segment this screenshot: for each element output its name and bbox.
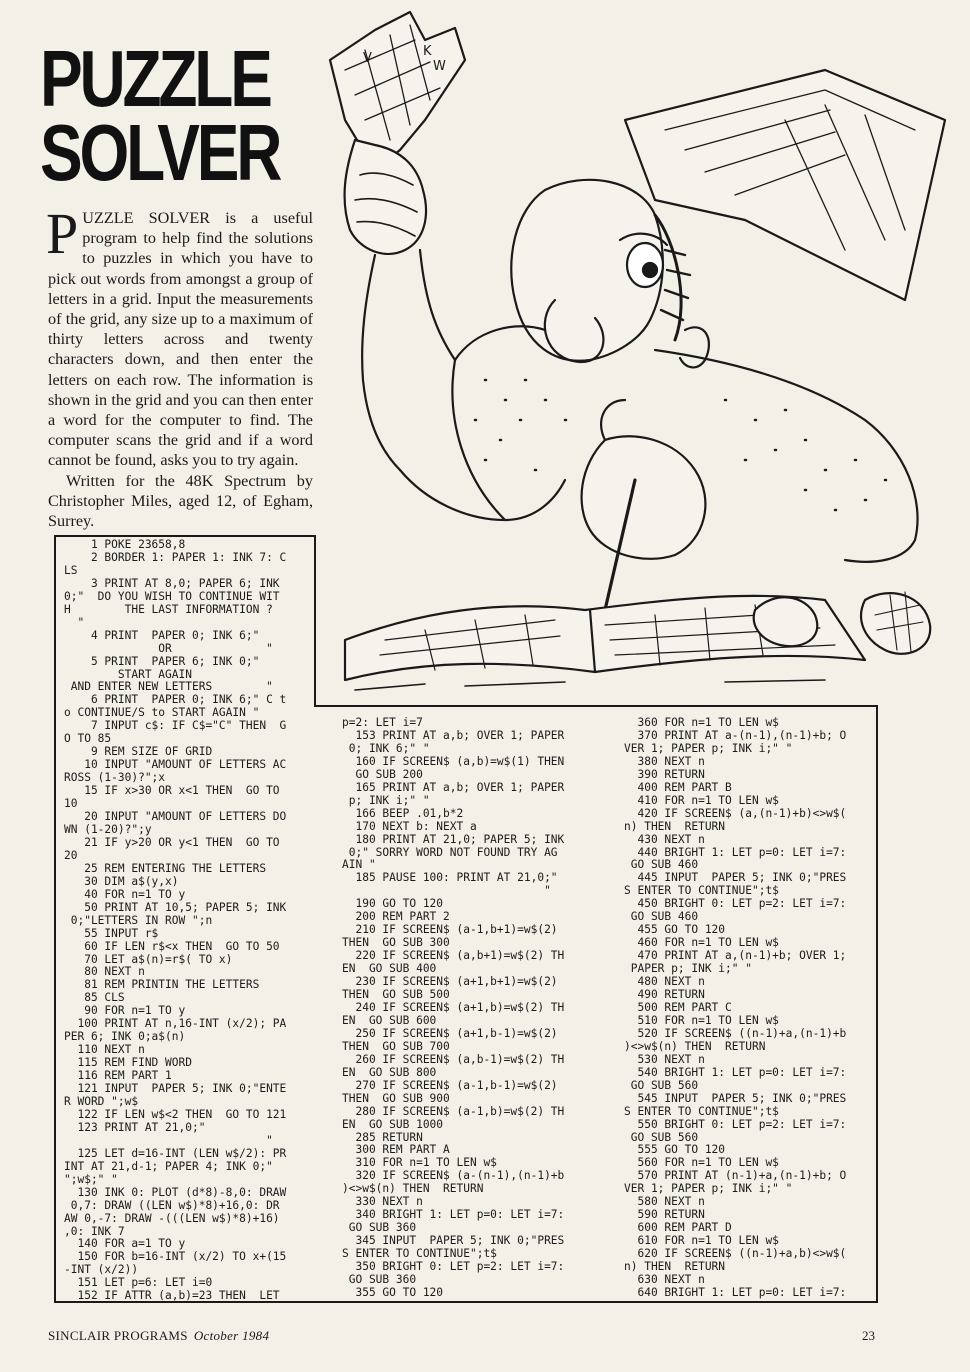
intro-paragraph-1-text: UZZLE SOLVER is a useful program to help find the solutions to puzzles in which you have to pick out words from amongst a group of letters in a grid. Input the measurements of the grid, any size up to a maximum of thirty letters across and twenty characters down, and then enter the letters on each row. The information is shown in the grid and you can then enter a word for the computer to find. The computer scans the grid and if a word cannot be found, asks you to try again.: [48, 209, 313, 470]
drop-cap: P: [46, 201, 79, 266]
listing-column-2: p=2: LET i=7 153 PRINT AT a,b; OVER 1; PAPER 0; INK 6;" " 160 IF SCREEN$ (a,b)=w$(1) THEN GO SUB 200 165 PRINT AT a,b; OVER 1; PAPER p; INK i;" " 166 BEEP .01,b*2 170 NEXT b: NEXT a 180 PRINT AT 21,0; PAPER 5; INK 0;" SORRY WORD NOT FOUND TRY AG AIN " 185 PAUSE 100: PRINT AT 21,0;" " 190 GO TO 120 200 REM PART 2 210 IF SCREEN$ (a-1,b+1)=w$(2) THEN GO SUB 300 220 IF SCREEN$ (a,b+1)=w$(2) TH EN GO SUB 400 230 IF SCREEN$ (a+1,b+1)=w$(2) THEN GO SUB 500 240 IF SCREEN$ (a+1,b)=w$(2) TH EN GO SUB 600 250 IF SCREEN$ (a+1,b-1)=w$(2) THEN GO SUB 700 260 IF SCREEN$ (a,b-1)=w$(2) TH EN GO SUB 800 270 IF SCREEN$ (a-1,b-1)=w$(2) THEN GO SUB 900 280 IF SCREEN$ (a-1,b)=w$(2) TH EN GO SUB 1000 285 RETURN 300 REM PART A 310 FOR n=1 TO LEN w$ 320 IF SCREEN$ (a-(n-1),(n-1)+b )<>w$(n) THEN RETURN 330 NEXT n 340 BRIGHT 1: LET p=0: LET i=7: GO SUB 360 345 INPUT PAPER 5; INK 0;"PRES S ENTER TO CONTINUE";t$ 350 BRIGHT 0: LET p=2: LET i=7: GO SUB 360 355 GO TO 120: [342, 716, 565, 1299]
raised-fist: [345, 140, 426, 254]
paper-letter: K: [423, 44, 432, 59]
listing-column-1: 1 POKE 23658,8 2 BORDER 1: PAPER 1: INK 7: C LS 3 PRINT AT 8,0; PAPER 6; INK 0;" DO YOU WISH TO CONTINUE WIT H THE LAST INFORMATION ? " 4 PRINT PAPER 0; INK 6;" OR " 5 PRINT PAPER 6; INK 0;" START AGAIN AND ENTER NEW LETTERS " 6 PRINT PAPER 0; INK 6;" C t o CONTINUE/S to START AGAIN " 7 INPUT c$: IF C$="C" THEN G O TO 85 9 REM SIZE OF GRID 10 INPUT "AMOUNT OF LETTERS AC ROSS (1-30)?";x 15 IF x>30 OR x<1 THEN GO TO 10 20 INPUT "AMOUNT OF LETTERS DO WN (1-20)?";y 21 IF y>20 OR y<1 THEN GO TO 20 25 REM ENTERING THE LETTERS 30 DIM a$(y,x) 40 FOR n=1 TO y 50 PRINT AT 10,5; PAPER 5; INK 0;"LETTERS IN ROW ";n 55 INPUT r$ 60 IF LEN r$<x THEN GO TO 50 70 LET a$(n)=r$( TO x) 80 NEXT n 81 REM PRINTIN THE LETTERS 85 CLS 90 FOR n=1 TO y 100 PRINT AT n,16-INT (x/2); PA PER 6; INK 0;a$(n) 110 NEXT n 115 REM FIND WORD 116 REM PART 1 121 INPUT PAPER 5; INK 0;"ENTE R WORD ";w$ 122 IF LEN w$<2 THEN GO TO 121 123 PRINT AT 21,0;" " 125 LET d=16-INT (LEN w$/2): PR INT AT 21,d-1; PAPER 4; INK 0;" ";w$;" " 130 INK 0: PLOT (d*8)-8,0: DRAW 0,7: DRAW ((LEN w$)*8)+16,0: DR AW 0,-7: DRAW -(((LEN w$)*8)+16) ,0: INK 7 140 FOR a=1 TO y 150 FOR b=16-INT (x/2) TO x+(15 -INT (x/2)) 151 LET p=6: LET i=0 152 IF ATTR (a,b)=23 THEN LET: [64, 538, 287, 1303]
page-number: 23: [862, 1328, 875, 1343]
paper-letter: W: [433, 59, 446, 74]
paper-letter: V: [363, 51, 372, 66]
article-intro: [46, 201, 313, 531]
intro-paragraph-1: [46, 201, 313, 471]
magazine-name: SINCLAIR PROGRAMS: [48, 1328, 188, 1343]
listing-column-3: 360 FOR n=1 TO LEN w$ 370 PRINT AT a-(n-1),(n-1)+b; O VER 1; PAPER p; INK i;" " 380 NEXT n 390 RETURN 400 REM PART B 410 FOR n=1 TO LEN w$ 420 IF SCREEN$ (a,(n-1)+b)<>w$( n) THEN RETURN 430 NEXT n 440 BRIGHT 1: LET p=0: LET i=7: GO SUB 460 445 INPUT PAPER 5; INK 0;"PRES S ENTER TO CONTINUE";t$ 450 BRIGHT 0: LET p=2: LET i=7: GO SUB 460 455 GO TO 120 460 FOR n=1 TO LEN w$ 470 PRINT AT a,(n-1)+b; OVER 1; PAPER p; INK i;" " 480 NEXT n 490 RETURN 500 REM PART C 510 FOR n=1 TO LEN w$ 520 IF SCREEN$ ((n-1)+a,(n-1)+b )<>w$(n) THEN RETURN 530 NEXT n 540 BRIGHT 1: LET p=0: LET i=7: GO SUB 560 545 INPUT PAPER 5; INK 0;"PRES S ENTER TO CONTINUE";t$ 550 BRIGHT 0: LET p=2: LET i=7: GO SUB 560 555 GO TO 120 560 FOR n=1 TO LEN w$ 570 PRINT AT (n-1)+a,(n-1)+b; O VER 1; PAPER p; INK i;" " 580 NEXT n 590 RETURN 600 REM PART D 610 FOR n=1 TO LEN w$ 620 IF SCREEN$ ((n-1)+a,b)<>w$( n) THEN RETURN 630 NEXT n 640 BRIGHT 1: LET p=0: LET i=7:: [624, 716, 847, 1299]
article-title: [40, 34, 280, 197]
title-line-2: SOLVER: [40, 108, 280, 197]
title-line-1: PUZZLE: [40, 34, 270, 123]
program-listing: [54, 535, 878, 1303]
intro-paragraph-2: Written for the 48K Spectrum by Christopher Miles, aged 12, of Egham, Surrey.: [48, 471, 313, 531]
issue-date: October 1984: [193, 1328, 270, 1343]
puzzle-book: [625, 70, 945, 300]
crumpled-puzzle-paper: [330, 12, 465, 170]
page-footer: [48, 1328, 269, 1344]
